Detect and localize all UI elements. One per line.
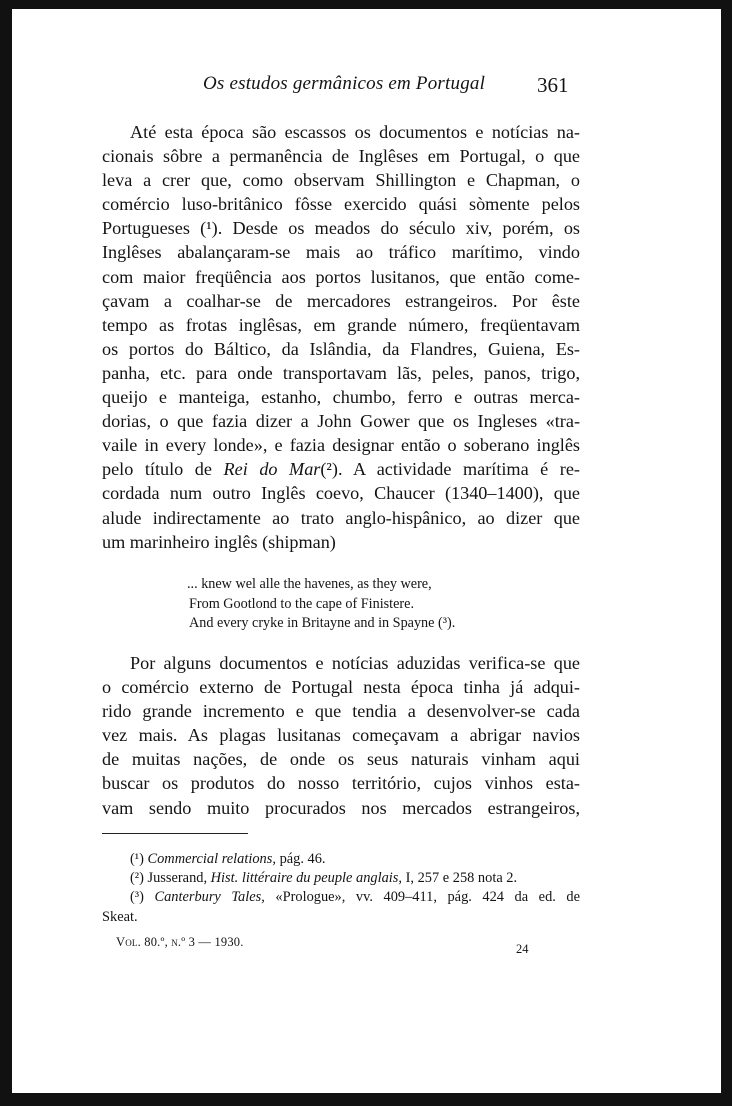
text-line: Por alguns documentos e notícias aduzidas verifica-se que [130,653,580,673]
running-title: Os estudos germânicos em Portugal [203,73,486,94]
volume-signature: Vol. 80.º, n.º 3 — 1930. [116,935,244,949]
footnote-title: Commercial relations, [147,851,276,867]
text-line: alude indirectamente ao trato anglo-hispânico, ao dizer que [102,507,580,528]
text-line: buscar os produtos do nosso território, cujos vinhos esta- [102,773,580,794]
footnote-3 [102,888,580,907]
footnotes [102,850,580,927]
page-number: 361 [537,73,569,97]
verse-quotation [187,575,455,634]
text-line: panha, etc. para onde transportavam lãs, peles, panos, trigo, [102,362,580,383]
text-line: tempo as frotas inglêsas, em grande número, freqüentavam [102,314,580,335]
verse-line: And every cryke in Britayne and in Spayne (³). [189,615,456,631]
footnote-title: Canterbury Tales, [154,889,265,906]
text-line: çavam a coalhar-se de mercadores estrangeiros. Por êste [102,290,580,311]
text-line-with-title [102,457,580,481]
footnote-2 [102,869,580,888]
text-fragment: (²). A actividade marítima é re- [320,459,580,480]
verse-line: ... knew wel alle the havenes, as they were, [187,576,432,592]
footnote-mark: (³) [130,889,144,906]
text-line: o comércio externo de Portugal nesta época tinha já adqui- [102,677,580,698]
italic-title: Rei do Mar [223,459,321,480]
verse-line: From Gootlond to the cape of Finistere. [189,595,414,612]
text-line: dorias, o que fazia dizer a John Gower que os Ingleses «tra- [102,411,580,432]
text-line: com maior freqüência aos portos lusitanos, que então come- [102,266,580,287]
text-line: cionais sôbre a permanência de Inglêses em Portugal, o que [102,146,580,167]
text-line: os portos do Báltico, da Islândia, da Flandres, Guiena, Es- [102,338,580,359]
text-line: queijo e manteiga, estanho, chumbo, ferro e outras merca- [102,387,580,408]
paragraph-2 [102,651,580,820]
text-line: vez mais. As plagas lusitanas começavam a abrigar navios [102,725,580,746]
text-line: Inglêses abalançaram-se mais ao tráfico marítimo, vindo [102,242,580,263]
text-line: de muitas nações, de onde os seus naturais vinham aqui [102,749,580,770]
footnote-mark: (²) [130,870,144,887]
footnote-text: Jusserand, [143,870,211,887]
text-line: Até esta época são escassos os documentos e notícias na- [130,122,580,142]
text-line: vam sendo muito procurados nos mercados estrangeiros, [102,797,580,818]
footnote-text: «Prologue», vv. 409–411, pág. 424 da ed. de [264,889,580,906]
text-line: Portugueses (¹). Desde os meados do século xiv, porém, os [102,218,580,239]
text-line: comércio luso-britânico fôsse exercido quási sòmente pelos [102,194,580,215]
footnote-1 [102,850,580,869]
text-fragment: pelo título de [102,459,212,480]
paragraph-1 [102,120,580,554]
text-line: cordada num outro Inglês coevo, Chaucer (1340–1400), que [102,483,580,504]
footnote-text: pág. 46. [275,851,326,867]
text-line: vaile in every londe», e fazia designar então o soberano inglês [102,435,580,456]
text-line: rido grande incremento e que tendia a desenvolver-se cada [102,701,580,722]
footnote-title: Hist. littéraire du peuple anglais, [210,870,402,887]
footnote-mark: (¹) [130,851,144,867]
text-line: um marinheiro inglês (shipman) [102,531,336,552]
footnote-text: I, 257 e 258 nota 2. [402,870,518,887]
sheet-number: 24 [516,942,529,956]
text-line: leva a crer que, como observam Shillington e Chapman, o [102,170,580,191]
footnote-3-continuation: Skeat. [102,908,138,925]
footnote-separator [102,833,248,834]
